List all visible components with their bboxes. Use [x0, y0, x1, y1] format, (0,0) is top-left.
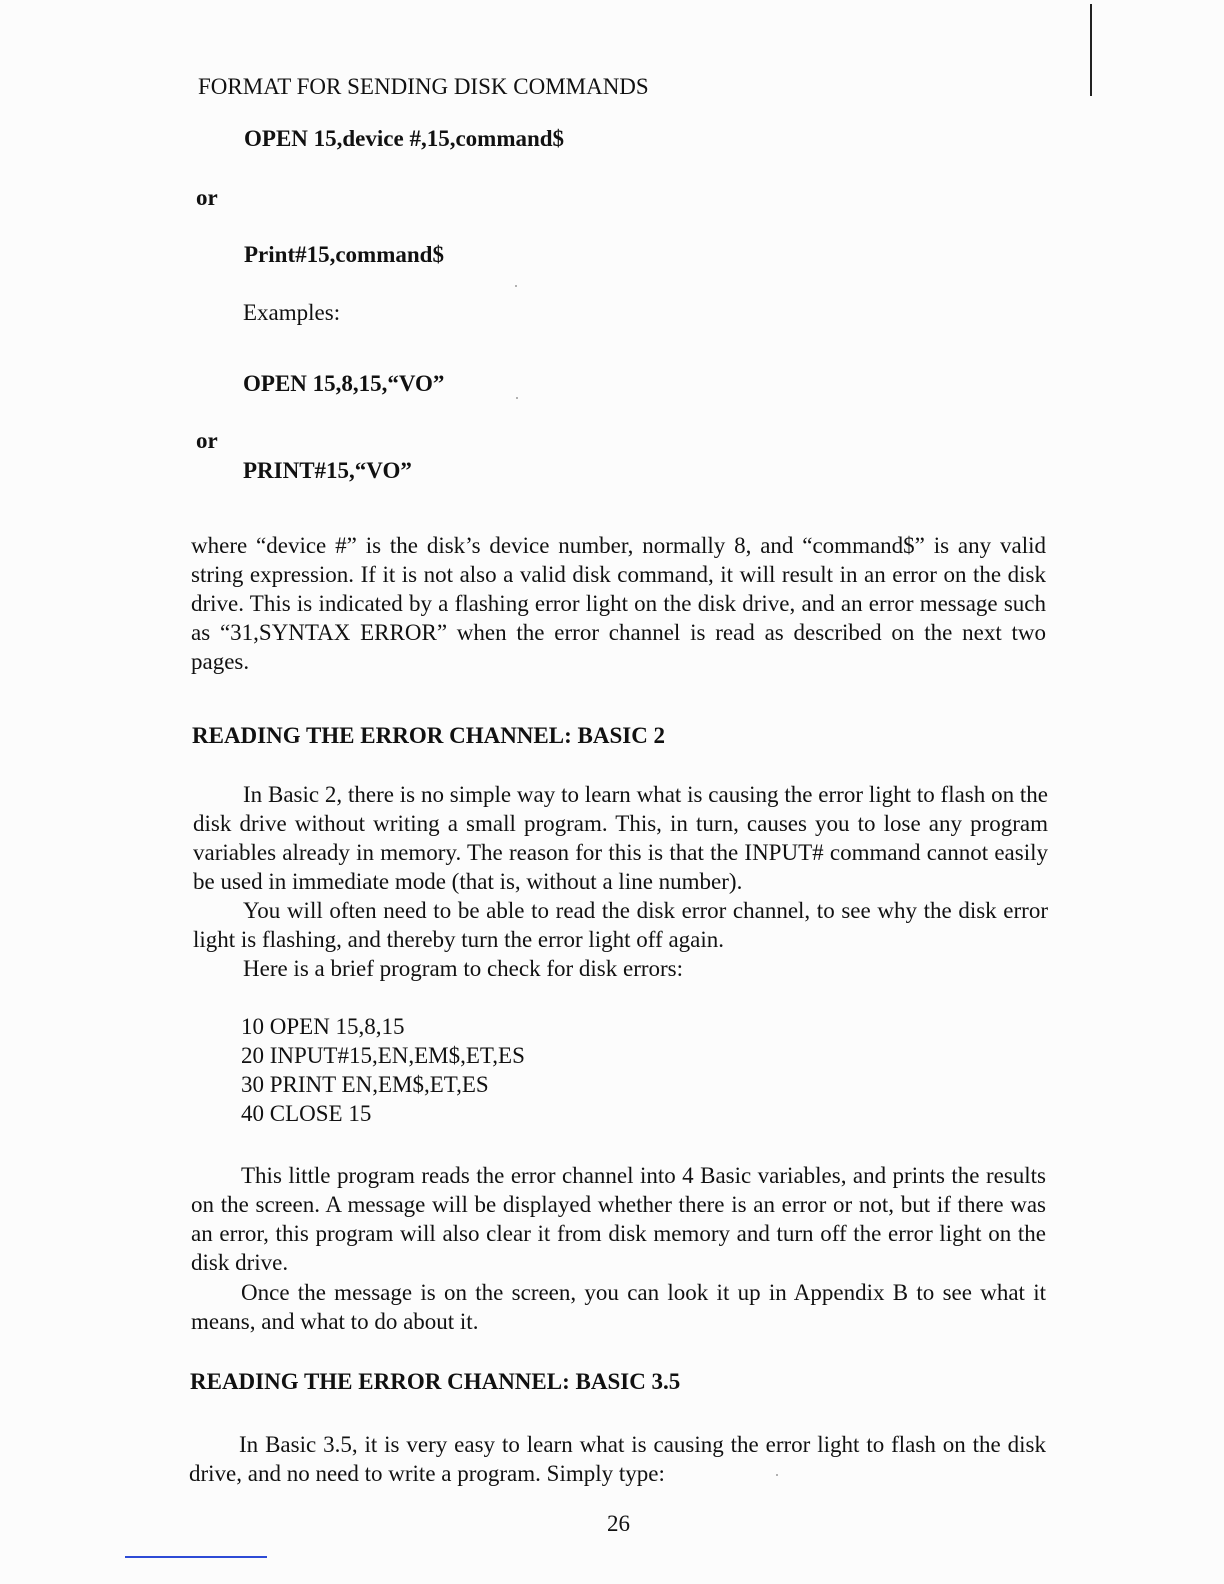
examples-label: Examples: — [243, 300, 341, 325]
code-line: 10 OPEN 15,8,15 — [241, 1014, 405, 1039]
or-label: or — [196, 185, 218, 210]
basic2-paragraph-3: Here is a brief program to check for disk errors: — [243, 956, 684, 981]
or-label: or — [196, 428, 218, 453]
section-heading-basic35: READING THE ERROR CHANNEL: BASIC 3.5 — [190, 1369, 681, 1394]
scan-speck — [776, 1474, 778, 1476]
syntax-print: Print#15,command$ — [244, 242, 444, 267]
scan-speck — [515, 285, 517, 287]
section-heading-basic2: READING THE ERROR CHANNEL: BASIC 2 — [192, 723, 666, 748]
scan-speck — [516, 397, 518, 399]
example-open: OPEN 15,8,15,“VO” — [243, 371, 445, 396]
basic35-paragraph-1: In Basic 3.5, it is very easy to learn what is causing the error light to flash on the disk drive, and no need to write a program. Simply type: — [189, 1432, 1046, 1486]
code-line: 30 PRINT EN,EM$,ET,ES — [241, 1072, 489, 1097]
basic2-paragraph-4: This little program reads the error channel into 4 Basic variables, and prints the results on the screen. A message will be displayed whether there is an error or not, but if there was an error, this program will also clear it from disk memory and turn off the error light on the disk drive. — [191, 1163, 1046, 1275]
basic2-paragraph-2: You will often need to be able to read the disk error channel, to see why the disk error light is flashing, and thereby turn the error light off again. — [193, 898, 1048, 952]
example-print: PRINT#15,“VO” — [243, 458, 412, 483]
code-line: 20 INPUT#15,EN,EM$,ET,ES — [241, 1043, 525, 1068]
page-title: FORMAT FOR SENDING DISK COMMANDS — [198, 74, 649, 99]
basic2-paragraph-1: In Basic 2, there is no simple way to learn what is causing the error light to flash on the disk drive without writing a small program. This, in turn, causes you to lose any program variables already in memory. The reason for this is that the INPUT# command cannot easily be used in immediate mode (that is, without a line number). — [193, 782, 1048, 894]
scan-link-bar — [125, 1556, 267, 1558]
basic2-paragraph-5: Once the message is on the screen, you can look it up in Appendix B to see what it means, and what to do about it. — [191, 1280, 1046, 1334]
syntax-open: OPEN 15,device #,15,command$ — [244, 126, 565, 151]
scan-edge-line — [1090, 4, 1092, 96]
code-line: 40 CLOSE 15 — [241, 1101, 372, 1126]
code-listing — [241, 1012, 525, 1128]
where-paragraph: where “device #” is the disk’s device number, normally 8, and “command$” is any valid string expression. If it is not also a valid disk command, it will result in an error on the disk drive. This is indicated by a flashing error light on the disk drive, and an error message such as “31,SYNTAX ERROR” when the error channel is read as described on the next two pages. — [191, 533, 1046, 674]
page-number: 26 — [607, 1511, 630, 1536]
